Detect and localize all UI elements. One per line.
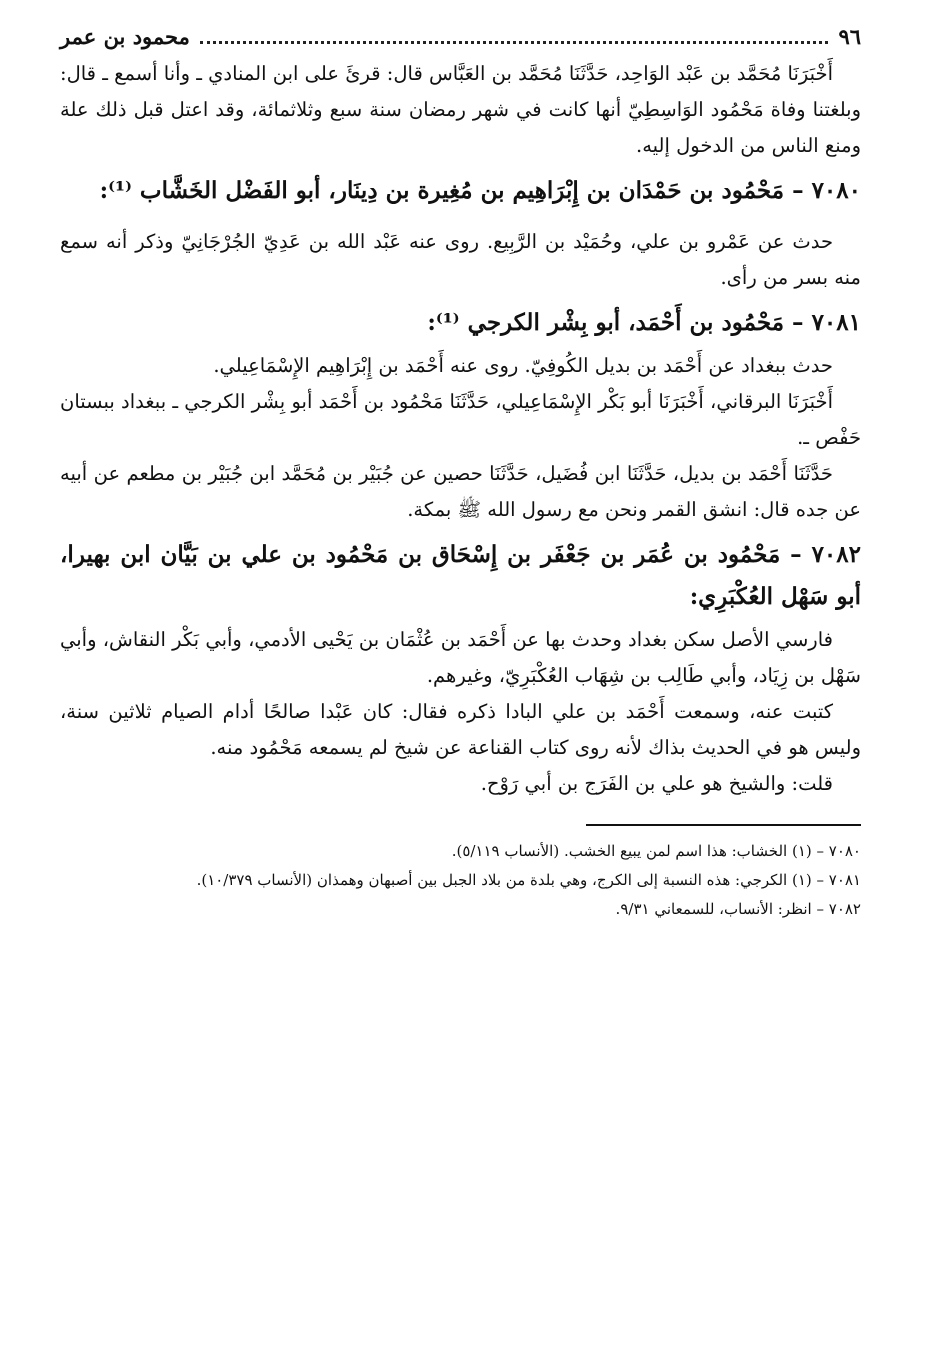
footnote: ٧٠٨٢ – انظر: الأنساب، للسمعاني ٩/٣١.: [615, 900, 861, 918]
document-page: [60, 22, 861, 1339]
entry-heading-7081: ٧٠٨١ – مَحْمُود بن أَحْمَد، أبو بِشْر الكرجي ⁽¹⁾:: [427, 309, 861, 336]
entry-heading-7080: ٧٠٨٠ – مَحْمُود بن حَمْدَان بن إِبْرَاهِيم بن مُغِيرة بن دِينَار، أبو الفَضْل الخَشَّاب ⁽¹⁾:: [99, 177, 861, 204]
entry-heading-7082: ٧٠٨٢ – مَحْمُود بن عُمَر بن جَعْفَر بن إِسْحَاق بن مَحْمُود بن علي بن بَيَّان ابن بهيرا، أبو سَهْل العُكْبَرِي:: [60, 541, 861, 610]
narration-paragraph: أَخْبَرَنَا مُحَمَّد بن عَبْد الوَاحِد، حَدَّثَنَا مُحَمَّد بن العَبَّاس قال: قرئَ على ابن المنادي ـ وأنا أسمع ـ قال: وبلغتنا وفاة مَحْمُود الوَاسِطِيّ أنها كانت في شهر رمضان سنة سبع وثلاثمائة، وقد اعتل قبل ذلك علة ومنع الناس من الدخول إليه.: [60, 62, 861, 157]
footnotes: [60, 838, 861, 923]
entry-paragraph: حدث ببغداد عن أَحْمَد بن بديل الكُوفِيّ. روى عنه أَحْمَد بن إِبْرَاهِيم الإِسْمَاعِيلي.: [213, 354, 833, 377]
header-dotted-leader: [200, 41, 829, 44]
entry-paragraph: كتبت عنه، وسمعت أَحْمَد بن علي البادا ذكره فقال: كان عَبْدا صالحًا أدام الصيام ثلاثين سنة، وليس هو في الحديث بذاك لأنه روى كتاب القناعة عن شيخ لم يسمعه مَحْمُود منه.: [60, 700, 861, 759]
narration-paragraph: أَخْبَرَنَا البرقاني، أَخْبَرَنَا أبو بَكْر الإِسْمَاعِيلي، حَدَّثَنَا مَحْمُود بن أَحْمَد أبو بِشْر الكرجي ـ ببغداد ببستان حَفْص ـ.: [60, 390, 861, 449]
footnote-separator: [586, 824, 861, 826]
footnote: ٧٠٨٠ – (١) الخشاب: هذا اسم لمن يبيع الخشب. (الأنساب ٥/١١٩).: [451, 842, 861, 860]
running-title: محمود بن عمر: [60, 24, 190, 49]
author-note-paragraph: قلت: والشيخ هو علي بن الفَرَج بن أبي رَوْح.: [480, 772, 833, 795]
entry-paragraph: فارسي الأصل سكن بغداد وحدث بها عن أَحْمَد بن عُثْمَان بن يَحْيى الأدمي، وأبي بَكْر النقاش، وأبي سَهْل بن زِيَاد، وأبي طَالِب بن شِهَاب العُكْبَرِيّ، وغيرهم.: [60, 628, 861, 687]
spacer: [60, 216, 861, 224]
page-header: [60, 22, 861, 52]
footnote: ٧٠٨١ – (١) الكرجي: هذه النسبة إلى الكرج، وهي بلدة من بلاد الجبل بين أصبهان وهمذان (الأنساب ١٠/٣٧٩).: [196, 871, 861, 889]
entry-paragraph: حدث عن عَمْرو بن علي، وحُمَيْد بن الرَّبِيع. روى عنه عَبْد الله بن عَدِيّ الجُرْجَانِيّ وذكر أنه سمع منه بسر من رأى.: [60, 230, 861, 289]
page-number: ٩٦: [838, 24, 861, 49]
hadith-paragraph: حَدَّثَنَا أَحْمَد بن بديل، حَدَّثَنَا ابن فُضَيل، حَدَّثَنَا حصين عن جُبَيْر بن مُحَمَّد ابن جُبَيْر بن مطعم عن أبيه عن جده قال: انشق القمر ونحن مع رسول الله ﷺ بمكة.: [60, 462, 861, 521]
